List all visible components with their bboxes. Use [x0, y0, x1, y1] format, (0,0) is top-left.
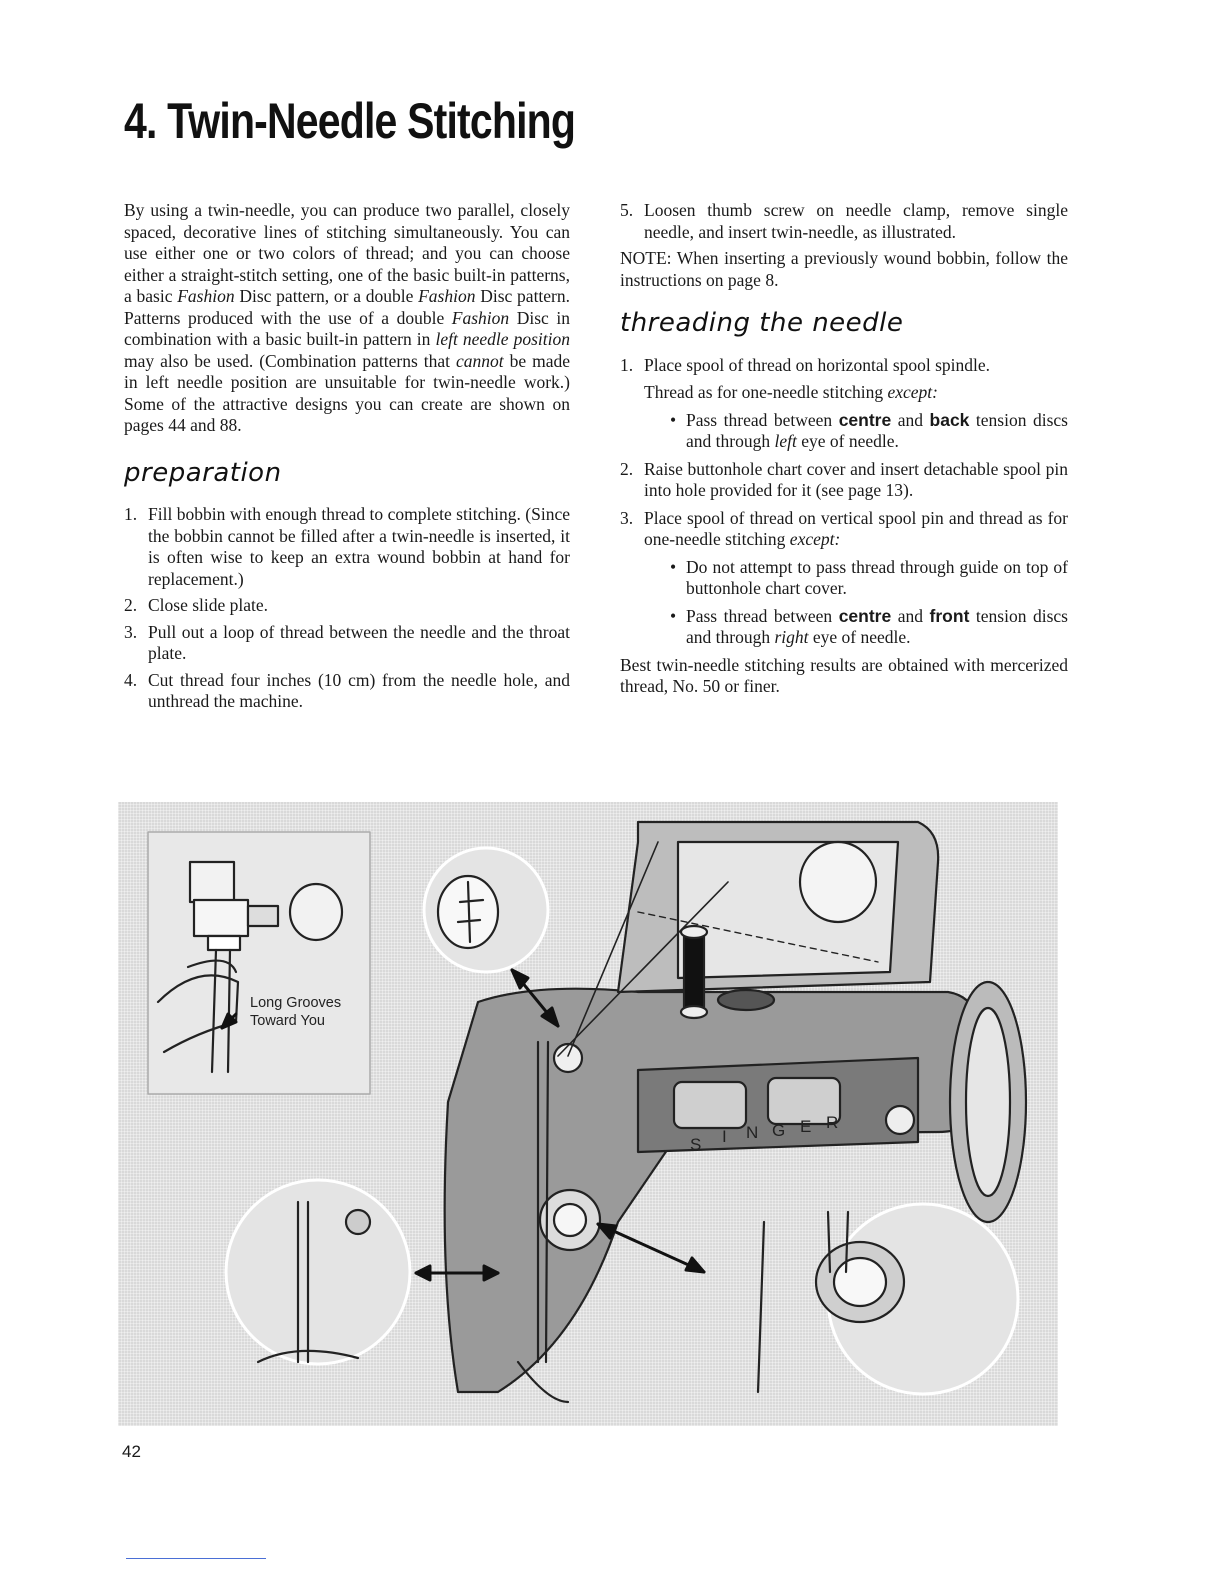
threading-step-1: 1. Place spool of thread on horizontal spool spindle. Thread as for one-needle stitching except: • Pass thread between centre and back tension discs and through left eye of needle.	[620, 355, 1068, 453]
list-item: 3. Pull out a loop of thread between the needle and the throat plate.	[124, 621, 570, 663]
preparation-heading: preparation	[124, 457, 282, 488]
right-column	[620, 200, 1068, 706]
brand-letter: S	[690, 1135, 702, 1154]
brand-letter: R	[826, 1113, 839, 1132]
sewing-machine-illustration	[118, 802, 1058, 1426]
list-item: 4. Cut thread four inches (10 cm) from the needle hole, and unthread the machine.	[124, 669, 570, 711]
bullet-item: • Pass thread between centre and front tension discs and through right eye of needle.	[666, 606, 1068, 649]
needle-inset-box	[148, 832, 370, 1094]
brand-letter: I	[722, 1127, 727, 1146]
brand-letter: G	[772, 1121, 786, 1140]
preparation-list	[124, 504, 570, 713]
footer-rule	[126, 1558, 266, 1559]
threading-step-2: 2. Raise buttonhole chart cover and insert detachable spool pin into hole provided for it (see page 13).	[620, 458, 1068, 500]
threading-heading: threading the needle	[620, 308, 904, 338]
brand-letter: N	[746, 1123, 759, 1142]
machine-drawing	[118, 802, 1058, 1426]
bullet-item: • Pass thread between centre and back tension discs and through left eye of needle.	[666, 410, 1068, 453]
list-item: 2. Close slide plate.	[124, 595, 269, 615]
note-paragraph: NOTE: When inserting a previously wound bobbin, follow the instructions on page 8.	[620, 248, 1068, 290]
list-item: 5. Loosen thumb screw on needle clamp, remove single needle, and insert twin-needle, as illustrated.	[620, 200, 1068, 242]
list-item: 1. Fill bobbin with enough thread to complete stitching. (Since the bobbin cannot be filled after a twin-needle is inserted, it is often wise to keep an extra wound bobbin at hand for replacement.)	[124, 504, 570, 589]
preparation-list-continued	[620, 200, 1068, 243]
left-column	[124, 200, 570, 718]
needle-callout: Long Grooves Toward You	[250, 995, 342, 1029]
bullet-item: • Do not attempt to pass thread through guide on top of buttonhole chart cover.	[666, 557, 1068, 600]
page-title: 4. Twin-Needle Stitching	[124, 93, 576, 149]
intro-paragraph: By using a twin-needle, you can produce two parallel, closely spaced, decorative lines of stitching simultaneously. You can use either one or two colors of thread; and you can choose either a straight-stitch setting, one of the basic built-in patterns, a basic Fashion Disc pattern, or a double Fashion Disc pattern. Patterns produced with the use of a double Fashion Disc in combination with a basic built-in pattern in left needle position may also be used. (Combination patterns that cannot be made in left needle position are unsuitable for twin-needle work.) Some of the attractive designs you can create are shown on pages 44 and 88.	[124, 200, 571, 435]
threading-step-3: 3. Place spool of thread on vertical spool pin and thread as for one-needle stitching except: • Do not attempt to pass thread through guide on top of buttonhole chart cover. • Pass thread between centre and front tension discs and through right eye of needle.	[620, 508, 1068, 649]
page-number: 42	[122, 1442, 141, 1461]
presser-foot-inset-circle	[226, 1180, 410, 1364]
brand-letter: E	[800, 1117, 812, 1136]
closing-paragraph: Best twin-needle stitching results are obtained with mercerized thread, No. 50 or finer.	[620, 654, 1068, 696]
